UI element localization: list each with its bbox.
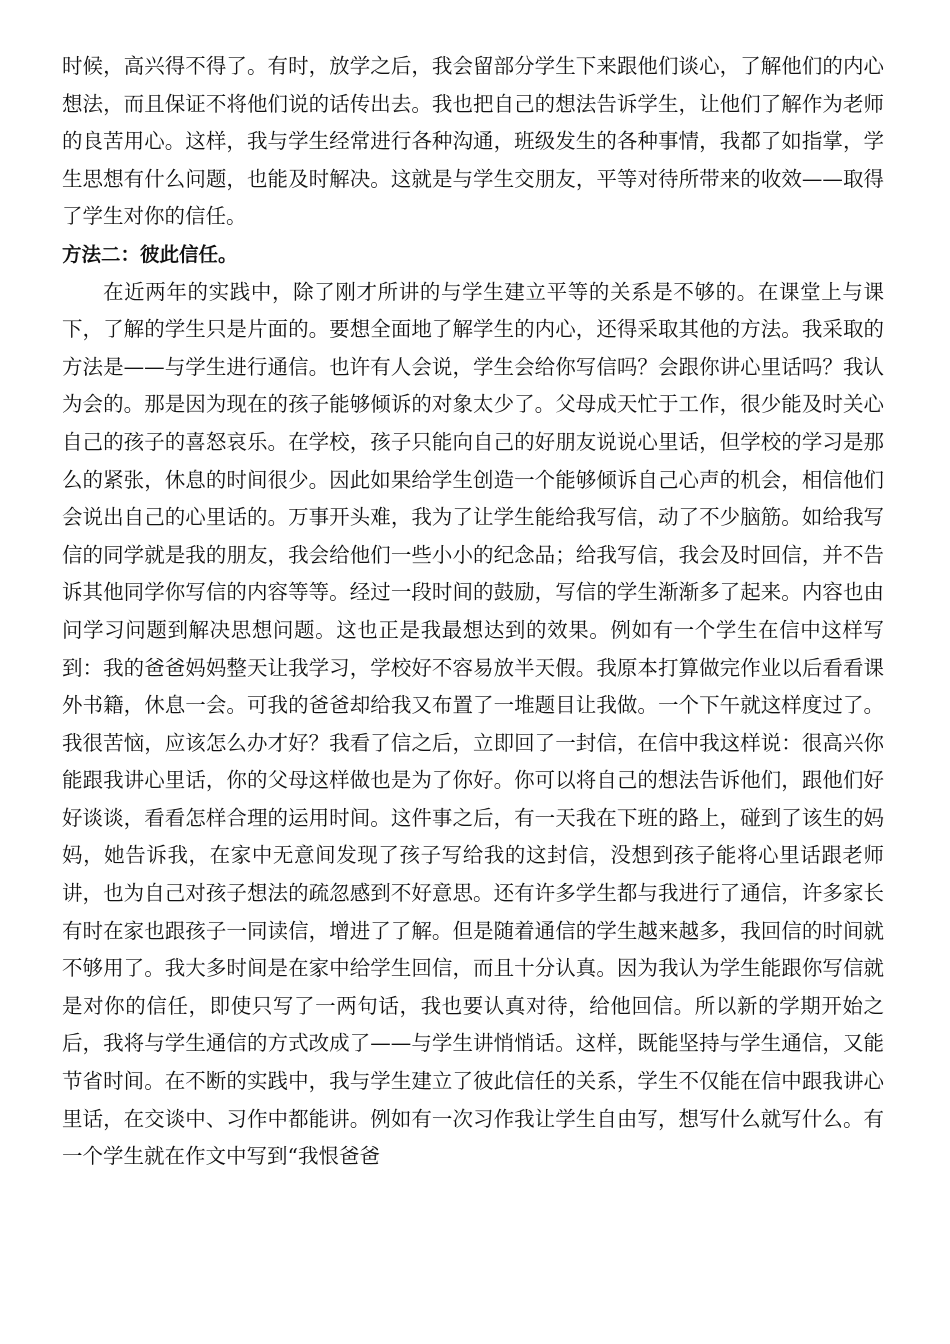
- section-heading-method-2: 方法二：彼此信任。: [62, 242, 238, 266]
- paragraph-1: 时候，高兴得不得了。有时，放学之后，我会留部分学生下来跟他们谈心，了解他们的内心想法，而且保证不将他们说的话传出去。我也把自己的想法告诉学生，让他们了解作为老师的良苦用心。这样，我与学生经常进行各种沟通，班级发生的各种事情，我都了如指掌，学生思想有什么问题，也能及时解决。这就是与学生交朋友，平等对待所带来的收效——取得了学生对你的信任。: [62, 54, 884, 229]
- paragraph-2: 在近两年的实践中，除了刚才所讲的与学生建立平等的关系是不够的。在课堂上与课下，了解的学生只是片面的。要想全面地了解学生的内心，还得采取其他的方法。我采取的方法是——与学生进行通信。也许有人会说，学生会给你写信吗？会跟你讲心里话吗？我认为会的。那是因为现在的孩子能够倾诉的对象太少了。父母成天忙于工作，很少能及时关心自己的孩子的喜怒哀乐。在学校，孩子只能向自己的好朋友说说心里话，但学校的学习是那么的紧张，休息的时间很少。因此如果给学生创造一个能够倾诉自己心声的机会，相信他们会说出自己的心里话的。万事开头难，我为了让学生能给我写信，动了不少脑筋。如给我写信的同学就是我的朋友，我会给他们一些小小的纪念品；给我写信，我会及时回信，并不告诉其他同学你写信的内容等等。经过一段时间的鼓励，写信的学生渐渐多了起来。内容也由问学习问题到解决思想问题。这也正是我最想达到的效果。例如有一个学生在信中这样写到：我的爸爸妈妈整天让我学习，学校好不容易放半天假。我原本打算做完作业以后看看课外书籍，休息一会。可我的爸爸却给我又布置了一堆题目让我做。一个下午就这样度过了。我很苦恼，应该怎么办才好？我看了信之后，立即回了一封信，在信中我这样说：很高兴你能跟我讲心里话，你的父母这样做也是为了你好。你可以将自己的想法告诉他们，跟他们好好谈谈，看看怎样合理的运用时间。这件事之后，有一天我在下班的路上，碰到了该生的妈妈，她告诉我，在家中无意间发现了孩子写给我的这封信，没想到孩子能将心里话跟老师讲，也为自己对孩子想法的疏忽感到不好意思。还有许多学生都与我进行了通信，许多家长有时在家也跟孩子一同读信，增进了了解。但是随着通信的学生越来越多，我回信的时间就不够用了。我大多时间是在家中给学生回信，而且十分认真。因为我认为学生能跟你写信就是对你的信任，即使只写了一两句话，我也要认真对待，给他回信。所以新的学期开始之后，我将与学生通信的方式改成了——与学生讲悄悄话。这样，既能坚持与学生通信，又能节省时间。在不断的实践中，我与学生建立了彼此信任的关系，学生不仅能在信中跟我讲心里话，在交谈中、习作中都能讲。例如有一次习作我让学生自由写，想写什么就写什么。有一个学生就在作文中写到“我恨爸爸: [62, 279, 884, 1169]
- document-page: [62, 48, 884, 1176]
